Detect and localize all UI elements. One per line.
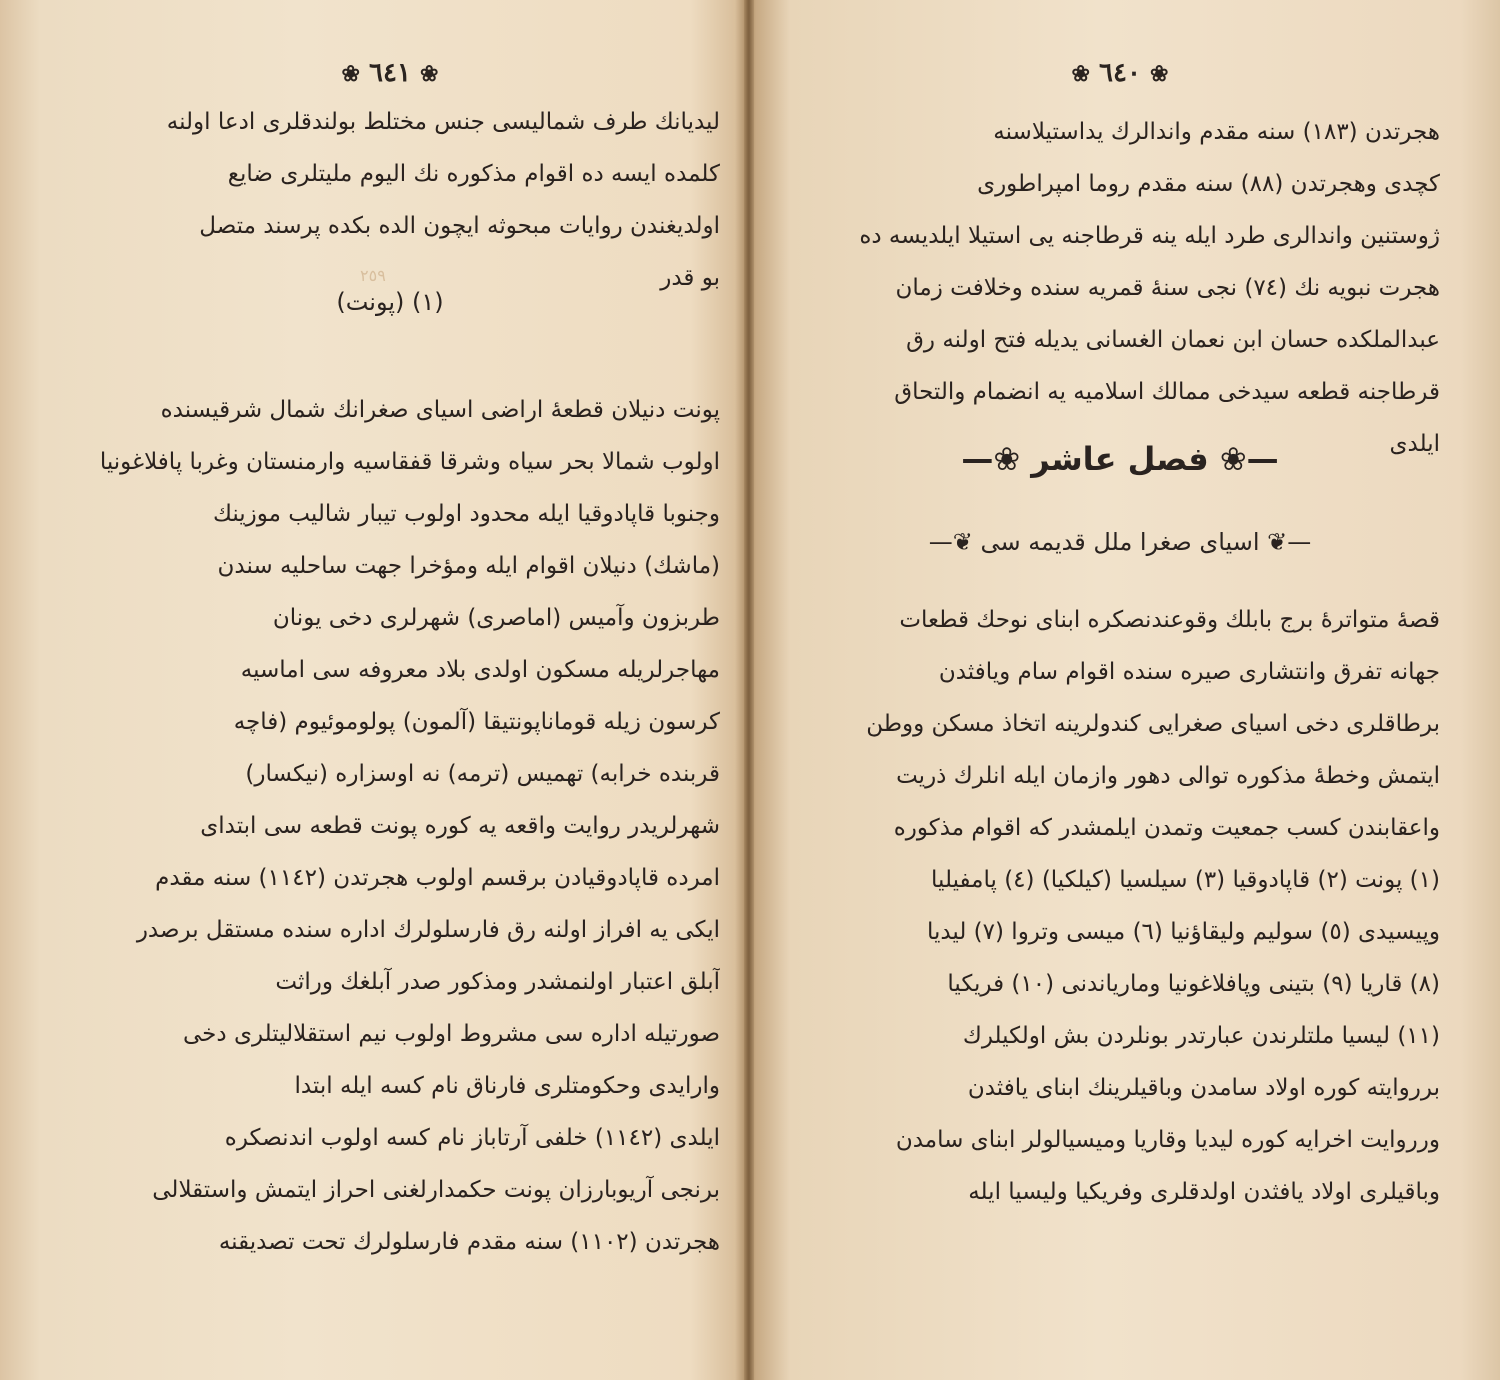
text-line: ایلدی: [1389, 431, 1440, 457]
text-line: شهرلریدر روایت واقعه یه کوره پونت قطعه سی ابتدای: [200, 813, 720, 839]
text-line: صورتیله اداره سی مشروط اولوب نیم استقلالیتلری دخی: [183, 1021, 720, 1047]
text-line: قربنده خرابه) تهمیس (ترمه) نه اوسزاره (نیکسار): [245, 761, 720, 787]
text-line: کرسون زیله قوماناپونتیقا (آلمون) پولوموئیوم (فاچه: [233, 709, 720, 735]
left-body-paragraph: [60, 384, 720, 1268]
right-body-paragraph: [800, 594, 1440, 1218]
text-line: مهاجرلریله مسکون اولدی بلاد معروفه سی اماسیه: [240, 657, 720, 683]
text-line: بو قدر: [660, 265, 720, 291]
left-page: [60, 0, 720, 1380]
ornament-icon: ❀—: [961, 440, 1021, 478]
page-number-text: ٦٤٠: [1099, 58, 1141, 88]
text-line: واعقابندن کسب جمعیت وتمدن ایلمشدر که اقوام مذکوره: [893, 815, 1440, 841]
ornament-icon: —❦: [1259, 528, 1312, 556]
chapter-heading: [800, 440, 1440, 478]
page-number: [60, 58, 720, 88]
text-line: لیدیانك طرف شمالیسی جنس مختلط بولندقلری ادعا اولنه: [166, 109, 720, 135]
left-top-paragraph: [60, 96, 720, 304]
text-line: امرده قاپادوقیادن برقسم اولوب هجرتدن (١١٤٢) سنه مقدم: [155, 865, 720, 891]
faint-stamp: ٢٥٩: [360, 266, 386, 285]
text-line: وپیسیدی (٥) سولیم ولیقاؤنیا (٦) میسی وتروا (٧) لیدیا: [926, 919, 1440, 945]
text-line: جهانه تفرق وانتشاری صیره سنده اقوام سام ویافثدن: [938, 659, 1440, 685]
chapter-heading-text: فصل عاشر: [1031, 440, 1209, 478]
ornament-icon: ❀: [420, 61, 439, 87]
text-line: آبلق اعتبار اولنمشدر ومذکور صدر آبلغك وراثت: [275, 969, 720, 995]
ornament-icon: —❀: [1208, 440, 1279, 478]
text-line: پونت دنیلان قطعهٔ اراضی اسیای صغرانك شمال شرقیسنده: [160, 397, 720, 423]
text-line: هجرتدن (١١٠٢) سنه مقدم فارسلولرك تحت تصدیقنه: [218, 1229, 720, 1255]
right-top-paragraph: [800, 106, 1440, 470]
text-line: وباقیلری اولاد یافثدن اولدقلری وفریکیا ولیسیا ایله: [968, 1179, 1440, 1205]
text-line: قرطاجنه قطعه سیدخی ممالك اسلامیه یه انضمام والتحاق: [894, 379, 1440, 405]
text-line: کچدی وهجرتدن (٨٨) سنه مقدم روما امپراطوری: [977, 171, 1440, 197]
ornament-icon: ❀: [1071, 61, 1090, 87]
text-line: (ماشك) دنیلان اقوام ایله ومؤخرا جهت ساحلیه سندن: [217, 553, 720, 579]
page-number: [800, 58, 1440, 88]
text-line: اولوب شمالا بحر سیاه وشرقا قفقاسیه وارمنستان وغربا پافلاغونیا: [99, 449, 720, 475]
text-line: ایلدی (١١٤٢) خلفی آرتاباز نام کسه اولوب اندنصکره: [224, 1125, 720, 1151]
ornament-icon: ❀: [1150, 61, 1169, 87]
text-line: طربزون وآمیس (اماصری) شهرلری دخی یونان: [272, 605, 720, 631]
text-line: ژوستنین واندالری طرد ایله ینه قرطاجنه یی استیلا ایلدیسه ده: [859, 223, 1440, 249]
text-line: برروایته کوره اولاد سامدن وباقیلرینك ابنای یافثدن: [967, 1075, 1440, 1101]
ornament-icon: ❦—: [928, 528, 973, 556]
right-page: [800, 0, 1440, 1380]
book-gutter: [744, 0, 754, 1380]
text-line: وارایدی وحکومتلری فارناق نام کسه ایله ابتدا: [294, 1073, 720, 1099]
text-line: اولدیغندن روایات مبحوثه ایچون الده بکده پرسند متصل: [199, 213, 720, 239]
text-line: (١١) لیسیا ملتلرندن عبارتدر بونلردن بش اولکیلرك: [962, 1023, 1440, 1049]
text-line: ایتمش وخطهٔ مذکوره توالی دهور وازمان ایله انلرك ذریت: [896, 763, 1440, 789]
text-line: هجرت نبویه نك (٧٤) نجی سنهٔ قمریه سنده وخلافت زمان: [895, 275, 1440, 301]
text-line: ایکی یه افراز اولنه رق فارسلولرك اداره سنده مستقل برصدر: [136, 917, 720, 943]
text-line: قصهٔ متواترهٔ برج بابلك وقوعندنصکره ابنای نوحك قطعات: [899, 607, 1440, 633]
text-line: (١) پونت (٢) قاپادوقیا (٣) سیلسیا (کیلکیا) (٤) پامفیلیا: [931, 867, 1440, 893]
footnote-label: (١) (پونت): [336, 288, 444, 316]
text-line: ورروایت اخرایه کوره لیدیا وقاریا ومیسیالولر ابنای سامدن: [895, 1127, 1440, 1153]
ornament-icon: ❀: [341, 61, 360, 87]
text-line: هجرتدن (١٨٣) سنه مقدم واندالرك یداستیلاسنه: [993, 119, 1440, 145]
text-line: کلمده ایسه ده اقوام مذکوره نك الیوم ملیتلری ضایع: [227, 161, 720, 187]
text-line: عبدالملکده حسان ابن نعمان الغسانی یدیله فتح اولنه رق: [906, 327, 1440, 353]
text-line: برنجی آریوبارزان پونت حکمدارلغنی احراز ایتمش واستقلالی: [152, 1177, 720, 1203]
text-line: وجنوبا قاپادوقیا ایله محدود اولوب تیبار شالیب موزینك: [212, 501, 720, 527]
section-heading: [800, 528, 1440, 556]
page-number-text: ٦٤١: [369, 58, 411, 88]
text-line: (٨) قاریا (٩) بتینی وپافلاغونیا وماریاندنی (١٠) فریکیا: [947, 971, 1440, 997]
text-line: برطاقلری دخی اسیای صغرایی کندولرینه اتخاذ مسکن ووطن: [866, 711, 1440, 737]
section-heading-text: اسیای صغرا ملل قدیمه سی: [980, 528, 1260, 556]
